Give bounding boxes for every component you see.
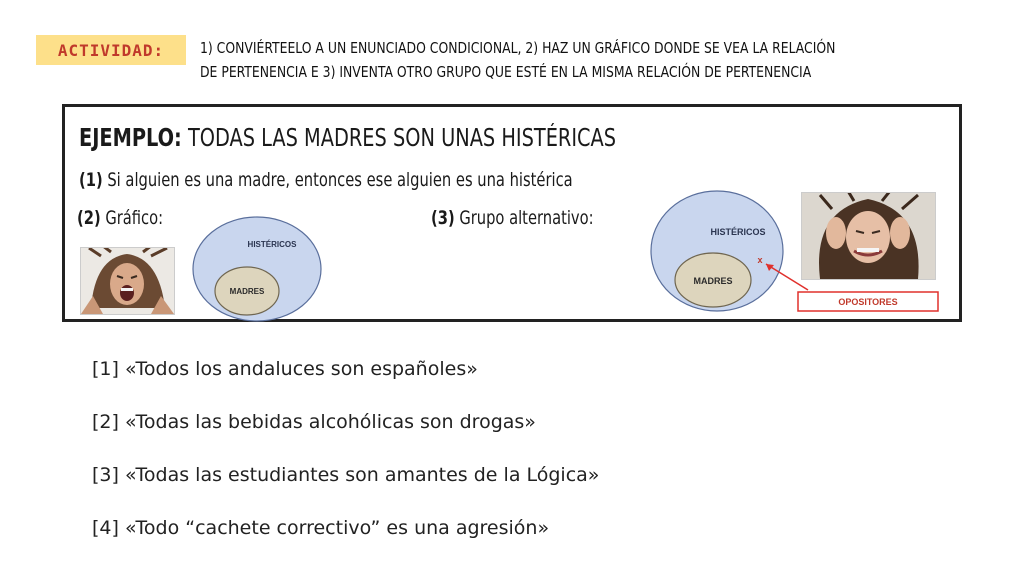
step-1-number: (1) — [79, 169, 103, 191]
conditional-statement — [79, 169, 573, 191]
venn-diagram-graph — [190, 214, 325, 324]
venn-outer-label: HISTÉRICOS — [710, 227, 766, 237]
activity-badge: ACTIVIDAD: — [36, 35, 186, 65]
venn-outer-label: HISTÉRICOS — [247, 240, 297, 249]
graph-heading — [77, 207, 163, 229]
step-1-text: Si alguien es una madre, entonces ese alguien es una histérica — [102, 169, 573, 191]
instructions-line-2: DE PERTENENCIA E 3) INVENTA OTRO GRUPO QUE ESTÉ EN LA MISMA RELACIÓN DE PERTENENCIA — [200, 63, 812, 81]
screaming-woman-photo — [80, 247, 175, 315]
venn-inner-label: MADRES — [229, 287, 265, 296]
step-3-text: Grupo alternativo: — [454, 207, 594, 229]
step-3-number: (3) — [431, 207, 455, 229]
example-statement: TODAS LAS MADRES SON UNAS HISTÉRICAS — [181, 123, 617, 152]
stressed-woman-photo — [801, 192, 936, 280]
list-item: [1] «Todos los andaluces son españoles» — [92, 358, 478, 380]
callout-label: OPOSITORES — [838, 297, 898, 307]
venn-inner-label: MADRES — [693, 276, 733, 286]
example-title — [79, 123, 616, 152]
activity-instructions — [200, 36, 899, 84]
example-label: EJEMPLO: — [79, 123, 182, 152]
exercise-list — [92, 358, 599, 570]
member-mark: x — [757, 255, 763, 265]
list-item: [3] «Todas las estudiantes son amantes de la Lógica» — [92, 464, 600, 486]
example-box — [62, 104, 962, 322]
instructions-line-1: 1) CONVIÉRTEELO A UN ENUNCIADO CONDICIONAL, 2) HAZ UN GRÁFICO DONDE SE VEA LA RELACIÓN — [200, 39, 836, 57]
step-2-text: Gráfico: — [100, 207, 164, 229]
list-item: [2] «Todas las bebidas alcohólicas son drogas» — [92, 411, 536, 433]
alternative-group-heading — [431, 207, 594, 229]
list-item: [4] «Todo “cachete correctivo” es una agresión» — [92, 517, 550, 539]
step-2-number: (2) — [77, 207, 101, 229]
